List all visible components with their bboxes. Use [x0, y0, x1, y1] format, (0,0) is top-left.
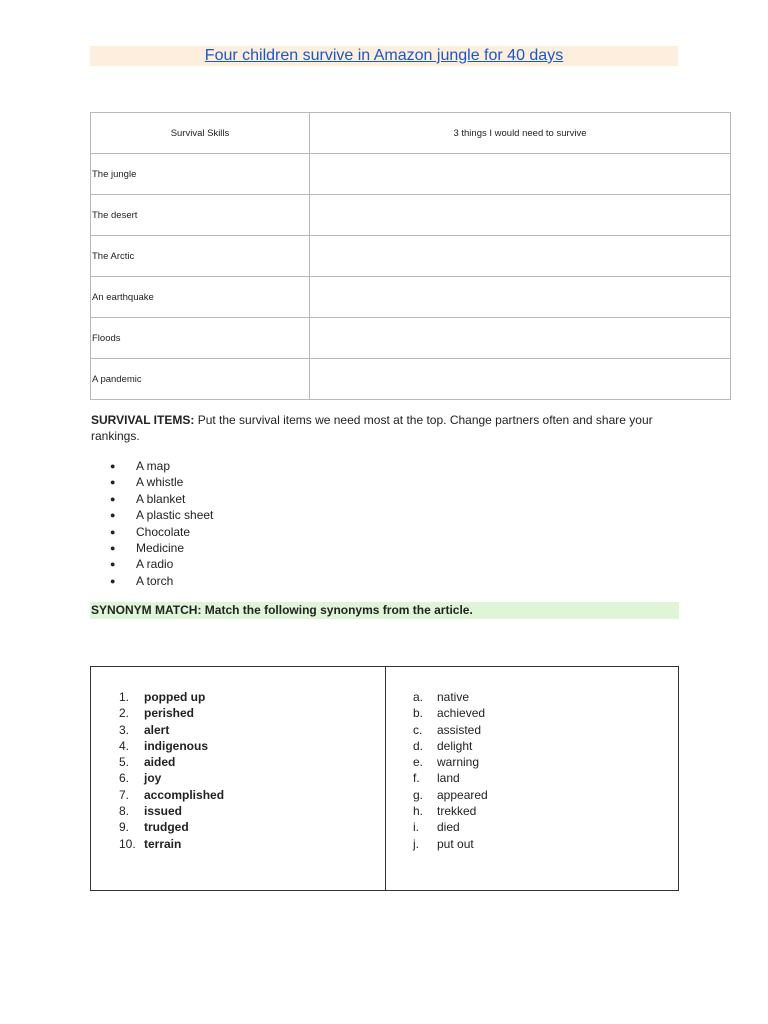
synonym-word: achieved	[437, 706, 486, 721]
bullet-icon: ●	[110, 575, 116, 586]
survival-items-paragraph	[91, 412, 681, 444]
item-letter: c.	[413, 722, 423, 737]
table-cell-label: Floods	[91, 318, 310, 359]
list-item-label: A map	[136, 459, 171, 473]
table-row	[91, 277, 731, 318]
vocabulary-word: issued	[144, 804, 183, 819]
table-header-cell: 3 things I would need to survive	[310, 113, 731, 154]
list-item	[110, 474, 213, 490]
list-item	[110, 458, 213, 474]
vocabulary-word: joy	[144, 771, 162, 786]
table-cell-answer[interactable]	[310, 277, 731, 318]
vocabulary-word-list	[119, 689, 224, 852]
list-item	[119, 738, 224, 754]
vocabulary-word: trudged	[144, 820, 189, 835]
item-letter: j.	[413, 836, 419, 851]
table-row	[91, 154, 731, 195]
bullet-icon: ●	[110, 526, 116, 537]
survival-skills-table	[90, 112, 731, 400]
bullet-icon: ●	[110, 477, 116, 488]
list-item	[110, 540, 213, 556]
item-letter: a.	[413, 690, 424, 704]
vocabulary-word: aided	[144, 755, 176, 770]
synonym-word: put out	[437, 836, 474, 851]
table-cell-label: The desert	[91, 195, 310, 236]
list-item	[413, 836, 488, 852]
item-number: 3.	[119, 722, 130, 737]
synonym-word: appeared	[437, 787, 488, 802]
vocabulary-word: perished	[144, 706, 195, 721]
list-item	[413, 705, 488, 721]
list-item-label: A plastic sheet	[136, 508, 214, 523]
list-item	[119, 770, 224, 786]
list-item	[413, 770, 488, 786]
list-item	[413, 738, 488, 754]
item-number: 9.	[119, 820, 130, 835]
synonym-word: assisted	[437, 722, 482, 737]
item-letter: e.	[413, 755, 424, 770]
list-item	[119, 787, 224, 803]
list-item	[413, 787, 488, 803]
item-number: 4.	[119, 738, 130, 753]
list-item	[119, 689, 224, 705]
list-item	[413, 754, 488, 770]
bullet-icon: ●	[110, 559, 116, 570]
item-number: 1.	[119, 690, 130, 704]
table-cell-label: An earthquake	[91, 277, 310, 318]
item-number: 7.	[119, 787, 130, 802]
table-cell-label: The jungle	[91, 154, 310, 195]
item-number: 2.	[119, 706, 130, 721]
item-letter: h.	[413, 804, 424, 819]
table-cell-answer[interactable]	[310, 154, 731, 195]
table-cell-answer[interactable]	[310, 236, 731, 277]
item-number: 10.	[119, 836, 136, 851]
vocabulary-word: alert	[144, 722, 170, 737]
vocabulary-word: popped up	[144, 690, 206, 704]
synonym-match-box	[90, 666, 679, 891]
list-item	[110, 524, 213, 540]
list-item	[413, 722, 488, 738]
list-item-label: A blanket	[136, 491, 186, 506]
bullet-icon: ●	[110, 493, 116, 504]
vocabulary-word: accomplished	[144, 787, 225, 802]
bullet-icon: ●	[110, 543, 116, 554]
table-cell-answer[interactable]	[310, 318, 731, 359]
table-row	[91, 359, 731, 400]
list-item	[119, 705, 224, 721]
table-cell-answer[interactable]	[310, 359, 731, 400]
item-number: 6.	[119, 771, 130, 786]
list-item	[413, 819, 488, 835]
title-bar	[90, 46, 678, 66]
list-item	[413, 803, 488, 819]
table-cell-answer[interactable]	[310, 195, 731, 236]
table-cell-label: The Arctic	[91, 236, 310, 277]
item-letter: d.	[413, 738, 424, 753]
synonym-list	[413, 689, 488, 852]
list-item	[119, 722, 224, 738]
column-divider	[385, 667, 386, 890]
list-item	[119, 803, 224, 819]
vocabulary-word: terrain	[144, 836, 182, 851]
synonym-word: died	[437, 820, 460, 835]
item-letter: i.	[413, 820, 419, 835]
bullet-icon: ●	[110, 510, 116, 521]
synonym-word: native	[437, 690, 470, 704]
synonym-word: land	[437, 771, 460, 786]
bullet-icon: ●	[110, 461, 116, 471]
list-item	[110, 507, 213, 523]
table-row	[91, 236, 731, 277]
survival-items-list	[110, 458, 213, 589]
list-item	[413, 689, 488, 705]
list-item-label: A whistle	[136, 475, 184, 490]
survival-items-heading: SURVIVAL ITEMS:	[91, 413, 195, 427]
list-item	[119, 836, 224, 852]
list-item-label: A torch	[136, 573, 174, 588]
article-title-link[interactable]: Four children survive in Amazon jungle for 40 days	[204, 47, 564, 64]
list-item	[119, 819, 224, 835]
list-item	[110, 491, 213, 507]
item-letter: g.	[413, 787, 424, 802]
table-header-cell: Survival Skills	[91, 113, 310, 154]
synonym-match-heading: SYNONYM MATCH: Match the following synonyms from the article.	[90, 602, 679, 619]
synonym-word: trekked	[437, 804, 477, 819]
survival-items-instructions: Put the survival items we need most at the top. Change partners often and share your rankings.	[91, 413, 653, 443]
list-item-label: Chocolate	[136, 524, 191, 539]
vocabulary-word: indigenous	[144, 738, 208, 753]
table-row	[91, 318, 731, 359]
list-item-label: A radio	[136, 557, 174, 572]
item-letter: f.	[413, 771, 420, 786]
list-item	[110, 573, 213, 589]
item-letter: b.	[413, 706, 424, 721]
table-header-row	[91, 113, 731, 154]
table-cell-label: A pandemic	[91, 359, 310, 400]
list-item	[110, 556, 213, 572]
synonym-word: delight	[437, 738, 473, 753]
table-row	[91, 195, 731, 236]
item-number: 8.	[119, 804, 130, 819]
list-item-label: Medicine	[136, 541, 185, 556]
synonym-word: warning	[437, 755, 480, 770]
list-item	[119, 754, 224, 770]
item-number: 5.	[119, 755, 130, 770]
